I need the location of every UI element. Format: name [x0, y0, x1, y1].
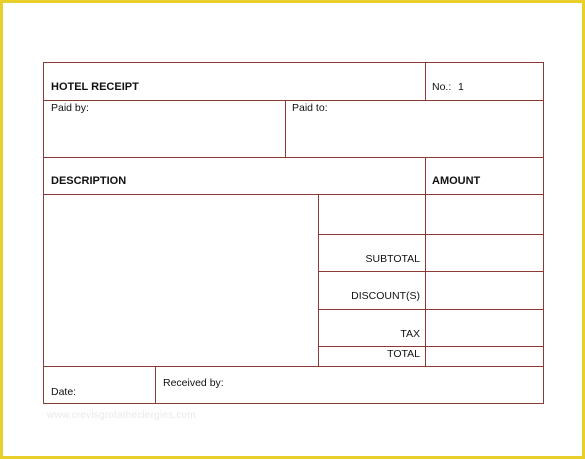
border-bottom — [43, 403, 544, 404]
subtotal-label: SUBTOTAL — [365, 253, 420, 265]
paid-to-label: Paid to: — [292, 102, 328, 114]
divider-row4 — [318, 346, 544, 347]
divider-number — [425, 62, 426, 100]
divider-header — [43, 194, 544, 195]
divider-row1 — [318, 234, 544, 235]
amount-header: AMOUNT — [432, 175, 481, 187]
total-label: TOTAL — [387, 348, 420, 360]
border-right — [543, 62, 544, 404]
divider-date — [155, 366, 156, 403]
receipt-form — [43, 62, 544, 404]
divider-paid — [43, 157, 544, 158]
description-header: DESCRIPTION — [51, 175, 127, 187]
divider-paid-middle — [285, 100, 286, 157]
divider-labels — [318, 194, 319, 366]
divider-title — [43, 100, 544, 101]
divider-amount — [425, 157, 426, 366]
receipt-title: HOTEL RECEIPT — [51, 81, 139, 93]
received-by-label: Received by: — [163, 377, 224, 389]
divider-footer — [43, 366, 544, 367]
discount-label: DISCOUNT(S) — [351, 290, 420, 302]
divider-row3 — [318, 309, 544, 310]
paid-by-label: Paid by: — [51, 102, 89, 114]
number-value: 1 — [458, 81, 464, 93]
divider-row2 — [318, 271, 544, 272]
border-left — [43, 62, 44, 404]
number-label: No.: — [432, 81, 452, 93]
watermark-text: www.crevisgrotatheclergies.com — [47, 410, 196, 421]
border-top — [43, 62, 544, 63]
date-label: Date: — [51, 386, 77, 398]
tax-label: TAX — [400, 328, 420, 340]
